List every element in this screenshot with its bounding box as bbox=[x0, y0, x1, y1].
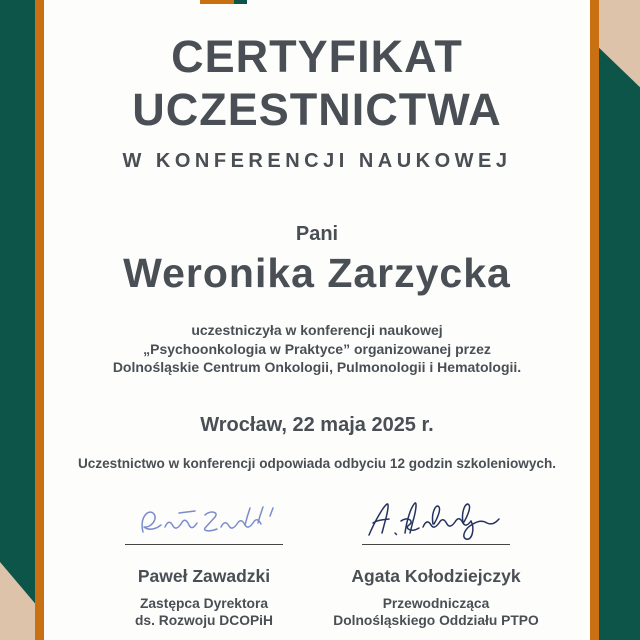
signatory-right bbox=[331, 495, 541, 629]
signatory-left-role-line1: Zastępca Dyrektora bbox=[139, 596, 269, 611]
signatory-left bbox=[99, 495, 309, 629]
frame-left-orange-stripe bbox=[35, 0, 44, 640]
recipient-name: Weronika Zarzycka bbox=[123, 250, 511, 296]
conference-description bbox=[44, 321, 590, 377]
certificate-title bbox=[44, 30, 590, 136]
signatory-right-role bbox=[333, 596, 538, 629]
signatory-right-name: Agata Kołodziejczyk bbox=[351, 566, 521, 586]
frame-left-teal-bar bbox=[0, 0, 35, 640]
signatory-left-role-line2: ds. Rozwoju DCOPiH bbox=[135, 612, 273, 628]
signature-handwriting-left bbox=[129, 495, 279, 543]
conference-description-line3: Dolnośląskie Centrum Onkologii, Pulmonologii i Hematologii. bbox=[112, 359, 522, 375]
frame-right-teal-bar bbox=[599, 0, 640, 640]
certificate-title-line1: CERTYFIKAT bbox=[171, 31, 463, 82]
salutation: Pani bbox=[295, 223, 339, 245]
place-and-date: Wrocław, 22 maja 2025 r. bbox=[200, 414, 434, 436]
certificate-content bbox=[44, 0, 590, 640]
signature-handwriting-right bbox=[359, 495, 514, 543]
signature-line-right bbox=[362, 544, 510, 545]
signatory-right-role-line1: Przewodnicząca bbox=[382, 596, 490, 611]
conference-description-line1: uczestniczyła w konferencji naukowej bbox=[191, 322, 443, 338]
signatory-left-name: Paweł Zawadzki bbox=[137, 566, 271, 586]
training-hours-note: Uczestnictwo w konferencji odpowiada odbyciu 12 godzin szkoleniowych. bbox=[77, 456, 557, 471]
signatory-left-role bbox=[135, 596, 273, 629]
signatory-right-role-line2: Dolnośląskiego Oddziału PTPO bbox=[333, 612, 539, 628]
conference-description-line2: „Psychoonkologia w Praktyce” organizowanej przez bbox=[143, 340, 491, 357]
certificate-subtitle: W KONFERENCJI NAUKOWEJ bbox=[122, 150, 512, 172]
certificate-title-line2: UCZESTNICTWA bbox=[132, 84, 502, 135]
signature-line-left bbox=[125, 544, 283, 545]
frame-right-orange-stripe bbox=[590, 0, 599, 640]
